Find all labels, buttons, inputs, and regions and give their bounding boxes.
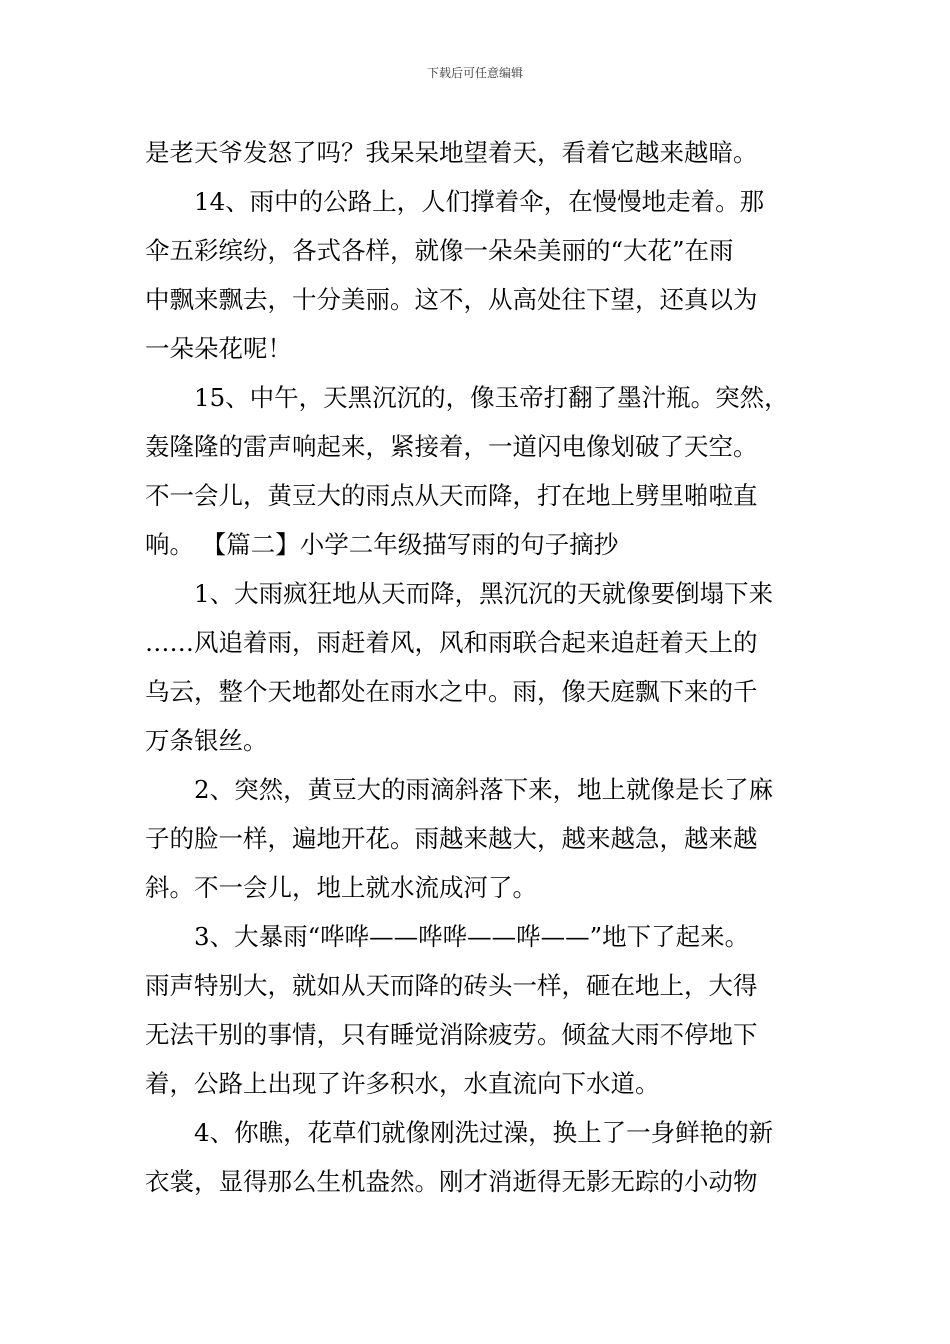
text-line: 衣裳，显得那么生机盎然。刚才消逝得无影无踪的小动物 (145, 1167, 758, 1196)
text-line: 一朵朵花呢！ (145, 334, 292, 363)
text-line: 万条银丝。 (145, 726, 268, 755)
text-line: 子的脸一样，遍地开花。雨越来越大，越来越急，越来越 (145, 824, 758, 853)
text-line: 1、大雨疯狂地从天而降，黑沉沉的天就像要倒塌下来 (194, 579, 774, 608)
page-header: 下载后可任意编辑 (426, 66, 523, 80)
text-line: 2、突然，黄豆大的雨滴斜落下来，地上就像是长了麻 (194, 775, 774, 804)
text-line: 雨声特别大，就如从天而降的砖头一样，砸在地上，大得 (145, 971, 758, 1000)
text-line: 不一会儿，黄豆大的雨点从天而降，打在地上劈里啪啦直 (145, 481, 758, 510)
text-line: 4、你瞧，花草们就像刚洗过澡，换上了一身鲜艳的新 (194, 1118, 774, 1147)
text-line: ……风追着雨，雨赶着风，风和雨联合起来追赶着天上的 (145, 628, 758, 657)
text-line: 乌云，整个天地都处在雨水之中。雨，像天庭飘下来的千 (145, 677, 758, 706)
text-line: 15、中午，天黑沉沉的，像玉帝打翻了墨汁瓶。突然， (194, 383, 789, 412)
text-line: 伞五彩缤纷，各式各样，就像一朵朵美丽的“大花”在雨 (145, 236, 734, 265)
text-line: 无法干别的事情，只有睡觉消除疲劳。倾盆大雨不停地下 (145, 1020, 758, 1049)
text-line: 着，公路上出现了许多积水，水直流向下水道。 (145, 1069, 660, 1098)
text-line: 是老天爷发怒了吗？我呆呆地望着天，看着它越来越暗。 (145, 138, 758, 167)
text-line: 3、大暴雨“哗哗——哗哗——哗——”地下了起来。 (194, 922, 750, 951)
text-line: 斜。不一会儿，地上就水流成河了。 (145, 873, 537, 902)
text-line: 中飘来飘去，十分美丽。这不，从高处往下望，还真以为 (145, 285, 758, 314)
text-line: 响。 【篇二】小学二年级描写雨的句子摘抄 (145, 530, 619, 559)
document-body (145, 128, 807, 1206)
text-line: 14、雨中的公路上，人们撑着伞，在慢慢地走着。那 (194, 187, 765, 216)
text-line: 轰隆隆的雷声响起来，紧接着，一道闪电像划破了天空。 (145, 432, 758, 461)
